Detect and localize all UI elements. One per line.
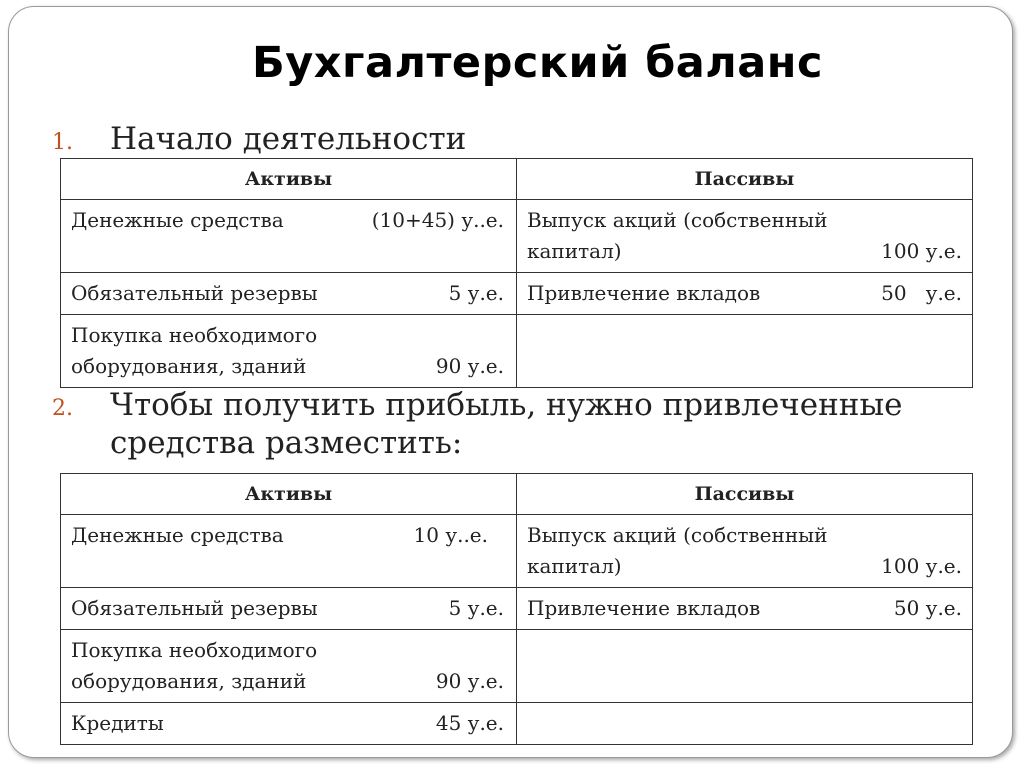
asset-cell	[61, 200, 517, 273]
asset-cell	[61, 703, 517, 745]
liability-amount: 50 у.е.	[893, 596, 962, 620]
liability-amount: 100 у.е.	[881, 239, 962, 263]
table-row	[61, 588, 973, 630]
asset-cell	[61, 315, 517, 388]
balance-table-1	[60, 158, 973, 388]
asset-amount: 45 у.е.	[435, 711, 504, 735]
list-item-1	[52, 120, 466, 162]
asset-label: Покупка необходимого оборудования, зданий	[71, 323, 318, 378]
asset-amount: (10+45) у..е.	[371, 208, 504, 232]
table-row	[61, 515, 973, 588]
asset-label: Покупка необходимого оборудования, зданий	[71, 638, 318, 693]
asset-amount: 5 у.е.	[448, 281, 504, 305]
liability-amount: 50 у.е.	[881, 281, 962, 305]
asset-label: Кредиты	[71, 711, 164, 735]
liability-label: Выпуск акций (собственный капитал)	[527, 208, 828, 263]
table-header-row	[61, 474, 973, 515]
liability-cell	[517, 273, 973, 315]
asset-amount: 5 у.е.	[448, 596, 504, 620]
asset-cell	[61, 515, 517, 588]
list-number: 2.	[52, 396, 73, 421]
asset-amount: 90 у.е.	[435, 669, 504, 693]
liability-label: Выпуск акций (собственный капитал)	[527, 523, 828, 578]
liability-cell	[517, 588, 973, 630]
liability-label: Привлечение вкладов	[527, 281, 761, 305]
liability-cell	[517, 315, 973, 388]
table-row	[61, 630, 973, 703]
asset-cell	[61, 273, 517, 315]
table-row	[61, 703, 973, 745]
table-row	[61, 315, 973, 388]
balance-table-2	[60, 473, 973, 745]
header-liabilities: Пассивы	[517, 159, 973, 200]
list-text: Начало деятельности	[110, 121, 467, 157]
table-row	[61, 273, 973, 315]
asset-label: Обязательный резервы	[71, 596, 318, 620]
list-number: 1.	[52, 130, 73, 155]
list-text: Чтобы получить прибыль, нужно привлеченные средства разместить:	[110, 387, 903, 461]
asset-amount: 90 у.е.	[435, 354, 504, 378]
table-row	[61, 200, 973, 273]
liability-amount: 100 у.е.	[881, 554, 962, 578]
liability-cell	[517, 703, 973, 745]
list-item-2	[52, 386, 940, 462]
liability-cell	[517, 630, 973, 703]
liability-cell	[517, 515, 973, 588]
header-assets: Активы	[61, 159, 517, 200]
asset-label: Денежные средства	[71, 523, 284, 547]
asset-label: Денежные средства	[71, 208, 284, 232]
asset-amount: 10 у..е.	[413, 523, 488, 547]
header-assets: Активы	[61, 474, 517, 515]
liability-label: Привлечение вкладов	[527, 596, 761, 620]
asset-label: Обязательный резервы	[71, 281, 318, 305]
slide-title: Бухгалтерский баланс	[251, 38, 824, 88]
liability-cell	[517, 200, 973, 273]
header-liabilities: Пассивы	[517, 474, 973, 515]
table-header-row	[61, 159, 973, 200]
asset-cell	[61, 630, 517, 703]
asset-cell	[61, 588, 517, 630]
